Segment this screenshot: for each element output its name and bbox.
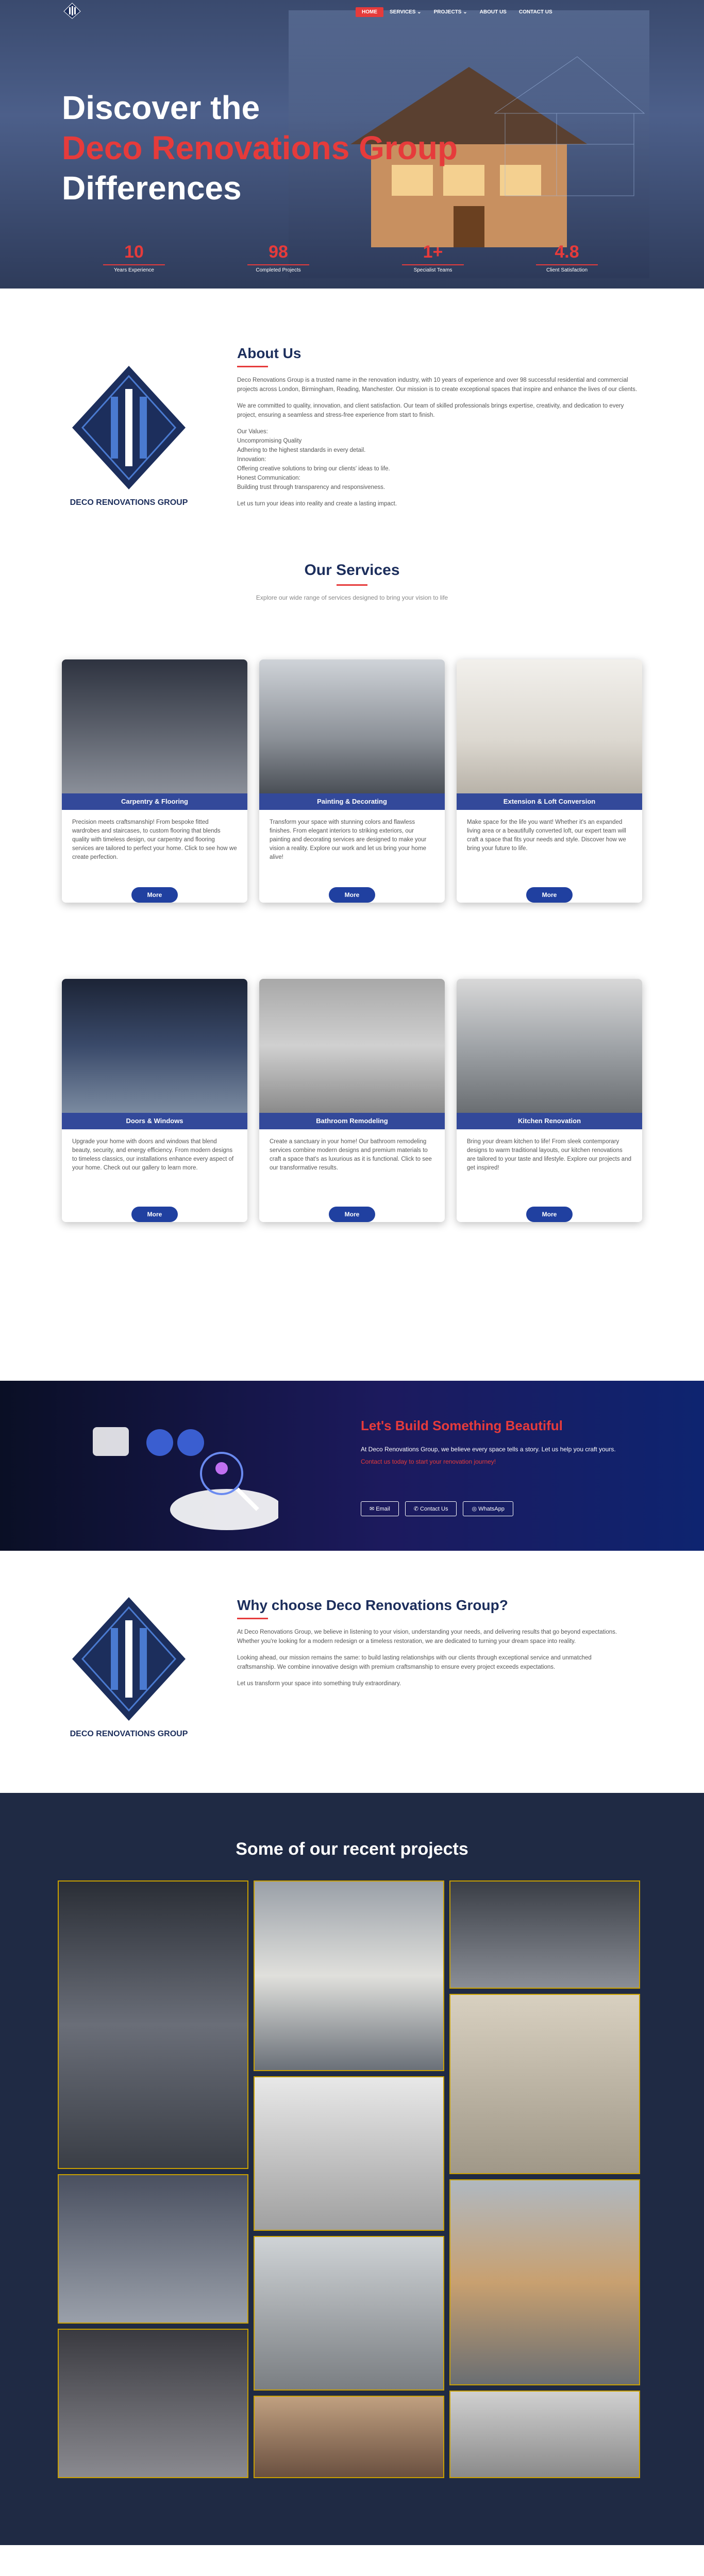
services-subtitle: Explore our wide range of services designed to bring your vision to life: [256, 594, 448, 601]
service-image: [457, 659, 642, 793]
hero-headline: Discover the Deco Renovations Group Differences: [62, 89, 458, 207]
whatsapp-button[interactable]: ◎ WhatsApp: [463, 1501, 513, 1516]
about-values: Our Values: Uncompromising Quality Adhering to the highest standards in every detail. Innovation: Offering creative solutions to bring our clients' ideas to life. Honest Communication: Building trust through transparency and responsiveness.: [237, 429, 390, 490]
projects-title: Some of our recent projects: [236, 1839, 468, 1859]
nav-contact[interactable]: CONTACT US: [518, 9, 552, 15]
service-card-kitchen: Kitchen Renovation Bring your dream kitchen to life! From sleek contemporary designs to warm traditional layouts, our kitchen renovations are tailored to your taste and lifestyle. Explore our projects and get inspired! More: [457, 979, 642, 1222]
about-p1: Deco Renovations Group is a trusted name in the renovation industry, with 10 years of experience and over 98 successful residential and commercial projects across London, Birmingham, Reading, Manchester. Our mission is to create exceptional spaces that inspire and enhance the lives of our clients.: [237, 377, 638, 393]
project-image[interactable]: [254, 2076, 444, 2231]
project-image[interactable]: [449, 2391, 640, 2478]
faq-section: [0, 2545, 704, 2576]
stat-years: 10 Years Experience: [93, 242, 175, 273]
project-image[interactable]: [58, 2174, 248, 2324]
cta-line1: At Deco Renovations Group, we believe every space tells a story. Let us help you craft yours.: [361, 1446, 616, 1453]
cta-section: [0, 1381, 704, 1551]
service-card-doors: Doors & Windows Upgrade your home with doors and windows that blend beauty, security, and energy efficiency. From modern designs to timeless classics, our installations enhance every aspect of your home. Check out our gallery to learn more. More: [62, 979, 247, 1222]
more-button[interactable]: More: [329, 1207, 375, 1222]
about-title: About Us: [237, 345, 301, 361]
service-image: [62, 979, 247, 1113]
about-section: [0, 289, 704, 562]
stat-projects: 98 Completed Projects: [237, 242, 320, 273]
hero-section: [0, 0, 704, 289]
project-image[interactable]: [254, 2236, 444, 2391]
about-content: [237, 345, 644, 516]
more-button[interactable]: More: [526, 887, 573, 903]
service-image: [259, 659, 445, 793]
cta-line2: Contact us today to start your renovation journey!: [361, 1458, 496, 1465]
service-image: [259, 979, 445, 1113]
cta-title: Let's Build Something Beautiful: [361, 1418, 563, 1433]
more-button[interactable]: More: [131, 1207, 178, 1222]
project-image[interactable]: [58, 2329, 248, 2478]
nav-home[interactable]: HOME: [356, 7, 383, 17]
nav-services[interactable]: SERVICES ⌄: [390, 9, 422, 15]
logo-text: DECO RENOVATIONS GROUP: [70, 1730, 188, 1738]
contact-button[interactable]: ✆ Contact Us: [405, 1501, 457, 1516]
email-button[interactable]: ✉ Email: [361, 1501, 399, 1516]
main-menu: [356, 7, 559, 17]
logo-text: DECO RENOVATIONS GROUP: [70, 498, 188, 507]
project-image[interactable]: [254, 1880, 444, 2071]
project-image[interactable]: [254, 2396, 444, 2478]
about-p3: Let us turn your ideas into reality and create a lasting impact.: [237, 501, 397, 507]
services-section: [0, 562, 704, 1381]
service-card-carpentry: Carpentry & Flooring Precision meets craftsmanship! From bespoke fitted wardrobes and staircases, to custom flooring that blends quality with timeless design, our carpentry and flooring services are tailored to perfect your home. Click to see how we create perfection. More: [62, 659, 247, 903]
projects-section: [0, 1793, 704, 2545]
more-button[interactable]: More: [329, 887, 375, 903]
more-button[interactable]: More: [131, 887, 178, 903]
service-card-bathroom: Bathroom Remodeling Create a sanctuary in your home! Our bathroom remodeling services combine modern designs and premium materials to craft a space that's as luxurious as it is functional. Click to see our transformative results. More: [259, 979, 445, 1222]
cta-buttons: [361, 1501, 513, 1516]
why-title: Why choose Deco Renovations Group?: [237, 1597, 508, 1613]
why-section: [0, 1551, 704, 1793]
project-image[interactable]: [449, 1880, 640, 1989]
service-image: [62, 659, 247, 793]
project-image[interactable]: [449, 1994, 640, 2174]
nav-about[interactable]: ABOUT US: [479, 9, 507, 15]
about-p2: We are committed to quality, innovation, and client satisfaction. Our team of skilled professionals brings expertise, creativity, and dedication to every project, ensuring a seamless and stress-free experience from start to finish.: [237, 403, 624, 418]
site-logo[interactable]: [62, 2, 82, 20]
nav-projects[interactable]: PROJECTS ⌄: [433, 9, 467, 15]
project-image[interactable]: [449, 2179, 640, 2385]
company-logo: [62, 1592, 196, 1747]
services-header: [0, 562, 704, 601]
service-card-painting: Painting & Decorating Transform your space with stunning colors and flawless finishes. From elegant interiors to striking exteriors, our painting and decorating services are designed to make your vision a reality. Explore our work and let us bring your home alive! More: [259, 659, 445, 903]
top-nav: [0, 0, 704, 21]
cta-illustration: [62, 1396, 278, 1535]
more-button[interactable]: More: [526, 1207, 573, 1222]
service-card-extension: Extension & Loft Conversion Make space for the life you want! Whether it's an expanded living area or a beautifully converted loft, our expert team will craft a space that fits your needs and style. Discover how we bring your future to life. More: [457, 659, 642, 903]
stat-teams: 1+ Specialist Teams: [392, 242, 474, 273]
project-image[interactable]: [58, 1880, 248, 2169]
services-title: Our Services: [304, 562, 400, 579]
service-image: [457, 979, 642, 1113]
why-content: Why choose Deco Renovations Group? At Deco Renovations Group, we believe in listening to your vision, understanding your needs, and delivering results that go beyond expectations. Whether you're looking for a modern redesign or a timeless restoration, we are dedicated to turning your dream space into reality. Looking ahead, our mission remains the same: to build lasting relationships with our clients through exceptional service and unmatched craftsmanship. We combine innovative design with premium craftsmanship to ensure every project exceeds expectations. Let us transform your space into something truly extraordinary.: [237, 1597, 629, 1696]
stat-satisfaction: 4.8 Client Satisfaction: [526, 242, 608, 273]
company-logo: [62, 361, 196, 515]
